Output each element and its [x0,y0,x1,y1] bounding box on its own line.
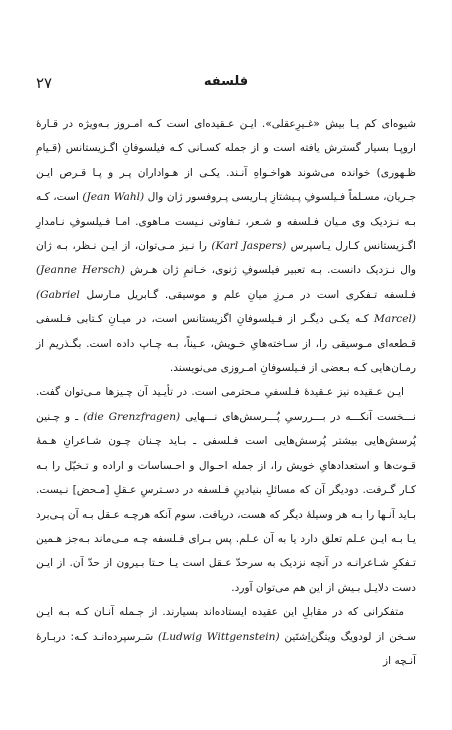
paragraph-2 [36,380,416,600]
text-segment: را نـیز مـی‌توان، از ایـن نـظر، بـه ژان وال نـزدیک دانست. بـه تعبیر فیلسوفِ ژنوی، خـانمِ ژان هـرش [36,240,416,277]
text-segment: فـلسفه تـفکری است در مـرزِ میانِ علم و موسیقی. گـابریل مـارسل [79,288,416,301]
text-segment: شیوه‌ای کم یـا بیش «غـیرِعقلی». ایـن عـقیده‌ای است کـه امـروز بـه‌ویژه در قـارهٔ اروپـا بسیار گسترش یافته است و از جمله کسـانی کـه فیلسوفانِ اگـزیستانس (قـیامِ ظـهوری) خوانده می‌شوند هواخـواهِ آنـند. یکـی از هـواداران پـر و پـا قـرص ایـن جـریان، مسـلماً فـیلسوفِ پـیشتازِ پـاریسی پـروفسور ژان وال [36,118,416,204]
text-segment: ایـن عـقیده نیز عـقیدهٔ فـلسفیِ مـحترمی است. در تأیـید آن چـیزها مـی‌توان گفت. نـــخست آنکـــه در بـــررسیِ پُـــرسش‌های نـــهایی [36,386,417,423]
running-head [36,74,416,96]
running-title: فلسفه [203,74,249,89]
latin-term: (Jean Wahl) [82,191,145,204]
latin-term: (die Grenzfragen) [83,410,181,423]
paragraph-3 [36,600,416,673]
text-segment: کـه یکـی دیگـر از فـیلسوفانِ اگزیستانس است، در میـانِ کـتابی فـلسفی قـطعه‌ای مـوسیقی را، از سـاخته‌هایِ خـویش، عـیناً، بـه چـاپ داده است. بگـذریم از رمـان‌هایی کـه بـعضی از فـیلسوفانِ امـروزی می‌نویسند. [36,313,416,375]
latin-term: (Jeanne Hersch) [36,264,125,277]
latin-term: (Karl Jaspers) [211,240,287,253]
latin-term: (Gabriel Marcel) [36,288,416,326]
text-segment: متفکرانی که در مقابلِ این عقیده ایستاده‌اند بسیارند. از جـمله آنـان کـه بـه ایـن سـخن از لودویگ ویتگن‌اِشتَین [36,606,416,643]
paragraph-1 [36,112,416,380]
body-text [36,112,416,673]
text-segment: ـ و چـنین پُرسش‌هایی بیشتر پُرسش‌هایی است فـلسفی ـ بـاید چـنان چـون شـاعرانِ هـمهٔ قـوت‌ها و استعدادهایِ خویش را، از جمله احـوال و احـساسات و اراده و تـخیّل را بـه کـار گـرفت. دودیگر آن که مسائلِ بنیادینِ فـلسفه در دسـترسِ عـقلِ [مـحض] نـیست. بـاید آنـها را بـه هر وسیلهٔ دیگر که هست، دریافت. سوم آنکه هرچـه عـقل بـه آن پـی‌برد یـا بـه ایـن عـلم تعلق دارد یا به آن عـلم. پس بـرای فـلسفه چـه مـی‌ماند بـه‌جز هـمین تـفکرِ شـاعرانـه در آنچه نزدیک به سرحدّ عـقل است یـا حـتا بـیرون از حدّ آن. از ایـن دست دلایـل بـیش از این هم می‌توان آورد. [36,410,416,594]
text-segment: است، کـه بـه نـزدیک وی مـیان فـلسفه و شـعر، تـفاوتی نـیست مـاهوی. امـا فـیلسوفِ نـامدارِ اگـزیستانس کـارل یـاسپرس [36,191,416,253]
text-segment: سَـرسپرده‌انـد کـه: دربـارهٔ آنـچه از [36,630,416,667]
page-number: ۲۷ [36,74,53,92]
latin-term: (Ludwig Wittgenstein) [158,630,280,643]
